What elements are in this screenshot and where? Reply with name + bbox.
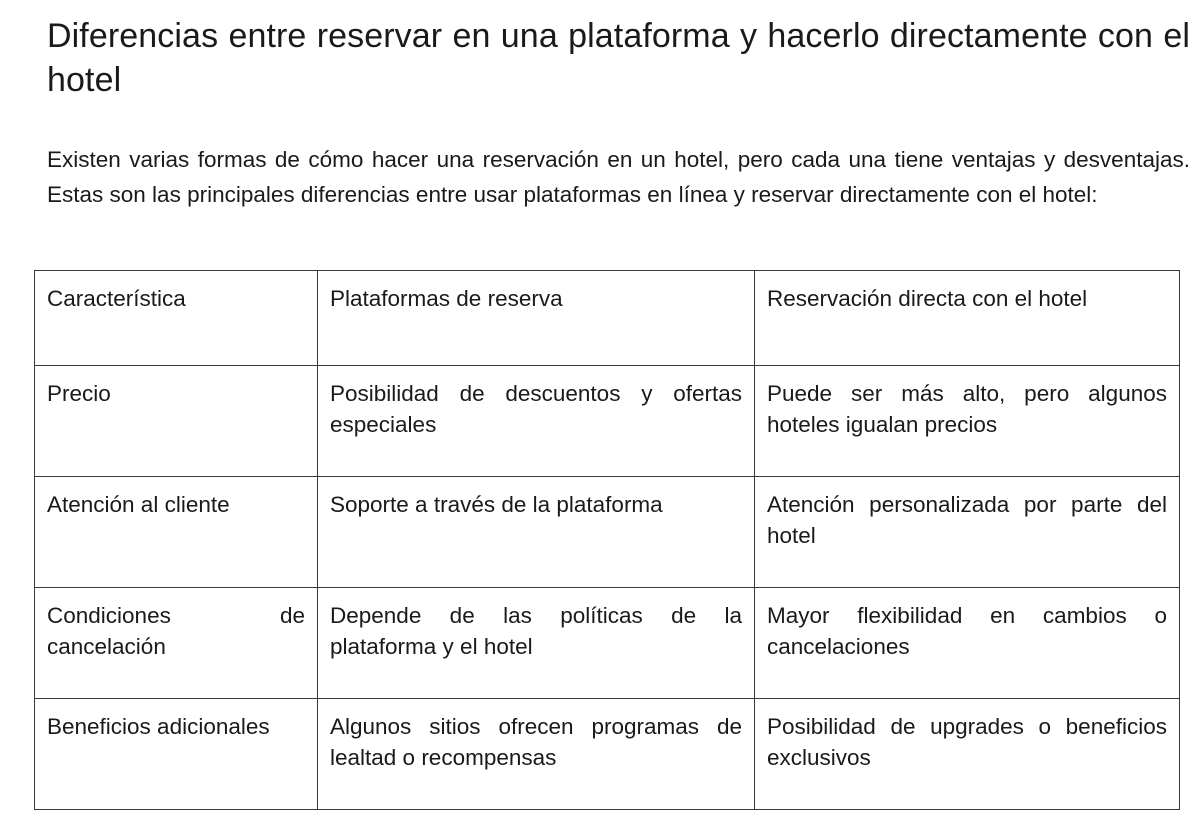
table-row bbox=[35, 366, 1180, 477]
row-direct-cell: Posibilidad de upgrades o beneficios exclusivos bbox=[755, 699, 1180, 810]
comparison-table bbox=[34, 270, 1180, 810]
table-header-row bbox=[35, 271, 1180, 366]
row-platforms-cell: Algunos sitios ofrecen programas de lealtad o recompensas bbox=[318, 699, 755, 810]
document-title: Diferencias entre reservar en una plataforma y hacerlo directamente con el hotel bbox=[47, 17, 1190, 99]
header-cell-direct: Reservación directa con el hotel bbox=[755, 271, 1180, 366]
row-direct-cell: Atención personalizada por parte del hotel bbox=[755, 477, 1180, 588]
row-feature-cell: Atención al cliente bbox=[35, 477, 318, 588]
row-platforms-cell: Depende de las políticas de la plataforma y el hotel bbox=[318, 588, 755, 699]
row-direct-cell: Mayor flexibilidad en cambios o cancelaciones bbox=[755, 588, 1180, 699]
document-page bbox=[47, 14, 1190, 207]
table-row bbox=[35, 699, 1180, 810]
row-feature-cell: Beneficios adicionales bbox=[35, 699, 318, 810]
row-platforms-cell: Posibilidad de descuentos y ofertas especiales bbox=[318, 366, 755, 477]
row-feature-cell: Condiciones de cancelación bbox=[35, 588, 318, 699]
intro-paragraph: Existen varias formas de cómo hacer una reservación en un hotel, pero cada una tiene ventajas y desventajas. Estas son las principales diferencias entre usar plataformas en línea y reservar directamente con el hotel: bbox=[47, 147, 1190, 207]
row-platforms-cell: Soporte a través de la plataforma bbox=[318, 477, 755, 588]
header-cell-platforms: Plataformas de reserva bbox=[318, 271, 755, 366]
header-cell-feature: Característica bbox=[35, 271, 318, 366]
table-row bbox=[35, 588, 1180, 699]
row-direct-cell: Puede ser más alto, pero algunos hoteles igualan precios bbox=[755, 366, 1180, 477]
table-row bbox=[35, 477, 1180, 588]
row-feature-cell: Precio bbox=[35, 366, 318, 477]
